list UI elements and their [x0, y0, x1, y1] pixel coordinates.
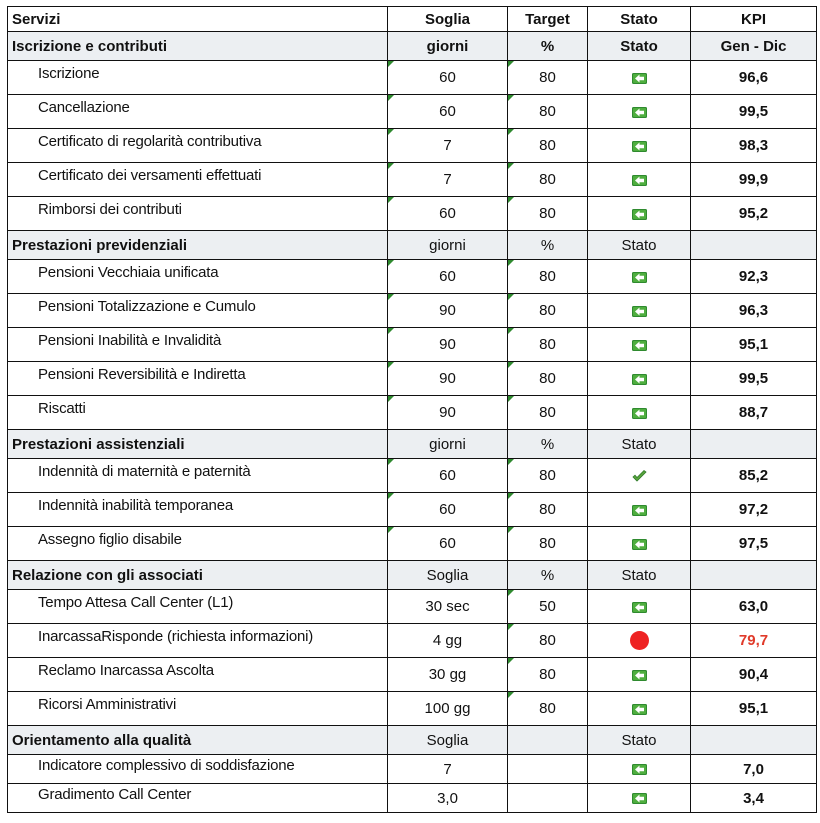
table-row [8, 163, 817, 197]
table-row [8, 624, 817, 658]
table-row [8, 658, 817, 692]
service-name [8, 493, 388, 527]
service-name [8, 590, 388, 624]
table-row [8, 590, 817, 624]
kpi-value: 98,3 [691, 129, 817, 163]
green-arrow-icon [631, 105, 648, 120]
kpi-table [7, 6, 817, 813]
kpi-value: 99,5 [691, 95, 817, 129]
table-row [8, 527, 817, 561]
stato-cell [588, 658, 691, 692]
kpi-value: 63,0 [691, 590, 817, 624]
soglia-value: 30 gg [388, 658, 508, 692]
table-row [8, 95, 817, 129]
green-arrow-icon [631, 270, 648, 285]
table-row [8, 396, 817, 430]
service-name-text: Riscatti [38, 400, 86, 417]
section-kpi-period: Gen - Dic [691, 32, 817, 61]
service-name-text: Pensioni Reversibilità e Indiretta [38, 366, 246, 383]
stato-cell [588, 328, 691, 362]
stato-cell [588, 493, 691, 527]
table-row [8, 197, 817, 231]
header-servizi: Servizi [8, 7, 388, 32]
kpi-value: 96,6 [691, 61, 817, 95]
service-name [8, 362, 388, 396]
header-row [8, 7, 817, 32]
soglia-value: 7 [388, 163, 508, 197]
target-value: 80 [508, 362, 588, 396]
stato-cell [588, 129, 691, 163]
section-kpi-period [691, 430, 817, 459]
table-row [8, 129, 817, 163]
stato-cell [588, 692, 691, 726]
service-name [8, 692, 388, 726]
kpi-value: 99,5 [691, 362, 817, 396]
soglia-value: 60 [388, 260, 508, 294]
target-value: 80 [508, 328, 588, 362]
service-name [8, 459, 388, 493]
table-row [8, 260, 817, 294]
stato-cell [588, 163, 691, 197]
target-value: 80 [508, 95, 588, 129]
section-title: Orientamento alla qualità [8, 726, 388, 755]
green-arrow-icon [631, 71, 648, 86]
section-target-unit [508, 726, 588, 755]
stato-cell [588, 95, 691, 129]
target-value: 50 [508, 590, 588, 624]
kpi-sheet [7, 6, 816, 819]
section-title: Prestazioni previdenziali [8, 231, 388, 260]
target-value: 80 [508, 624, 588, 658]
target-value: 80 [508, 294, 588, 328]
service-name-text: Pensioni Inabilità e Invalidità [38, 332, 222, 349]
stato-cell [588, 260, 691, 294]
kpi-value: 97,5 [691, 527, 817, 561]
target-value: 80 [508, 129, 588, 163]
section-title: Relazione con gli associati [8, 561, 388, 590]
target-value [508, 755, 588, 784]
green-arrow-icon [631, 537, 648, 552]
section-stato-label: Stato [588, 561, 691, 590]
soglia-value: 4 gg [388, 624, 508, 658]
section-kpi-period [691, 726, 817, 755]
kpi-value: 88,7 [691, 396, 817, 430]
service-name-text: Assegno figlio disabile [38, 531, 182, 548]
section-stato-label: Stato [588, 231, 691, 260]
target-value [508, 784, 588, 813]
section-title: Iscrizione e contributi [8, 32, 388, 61]
section-kpi-period [691, 561, 817, 590]
soglia-value: 60 [388, 493, 508, 527]
header-soglia: Soglia [388, 7, 508, 32]
target-value: 80 [508, 396, 588, 430]
service-name-text: Reclamo Inarcassa Ascolta [38, 662, 214, 679]
stato-cell [588, 197, 691, 231]
kpi-value: 92,3 [691, 260, 817, 294]
kpi-value: 95,2 [691, 197, 817, 231]
service-name-text: Certificato di regolarità contributiva [38, 133, 262, 150]
green-arrow-icon [631, 173, 648, 188]
green-arrow-icon [631, 207, 648, 222]
kpi-value: 79,7 [691, 624, 817, 658]
table-row [8, 493, 817, 527]
header-target: Target [508, 7, 588, 32]
service-name [8, 328, 388, 362]
service-name [8, 784, 388, 813]
section-kpi-period [691, 231, 817, 260]
target-value: 80 [508, 197, 588, 231]
soglia-value: 3,0 [388, 784, 508, 813]
target-value: 80 [508, 459, 588, 493]
service-name [8, 527, 388, 561]
stato-cell [588, 755, 691, 784]
green-arrow-icon [631, 762, 648, 777]
section-soglia-unit: giorni [388, 430, 508, 459]
green-arrow-icon [631, 668, 648, 683]
service-name [8, 129, 388, 163]
soglia-value: 7 [388, 755, 508, 784]
service-name [8, 197, 388, 231]
section-header-row [8, 726, 817, 755]
section-soglia-unit: giorni [388, 32, 508, 61]
section-target-unit: % [508, 32, 588, 61]
stato-cell [588, 362, 691, 396]
stato-cell [588, 624, 691, 658]
kpi-value: 95,1 [691, 328, 817, 362]
service-name-text: Pensioni Vecchiaia unificata [38, 264, 219, 281]
service-name-text: Tempo Attesa Call Center (L1) [38, 594, 234, 611]
service-name [8, 658, 388, 692]
green-arrow-icon [631, 372, 648, 387]
target-value: 80 [508, 260, 588, 294]
green-arrow-icon [631, 338, 648, 353]
soglia-value: 90 [388, 396, 508, 430]
soglia-value: 60 [388, 197, 508, 231]
service-name [8, 163, 388, 197]
service-name [8, 260, 388, 294]
green-arrow-icon [631, 503, 648, 518]
table-row [8, 692, 817, 726]
section-header-row [8, 561, 817, 590]
green-arrow-icon [631, 702, 648, 717]
section-target-unit: % [508, 231, 588, 260]
service-name [8, 61, 388, 95]
soglia-value: 60 [388, 61, 508, 95]
table-row [8, 784, 817, 813]
kpi-value: 90,4 [691, 658, 817, 692]
section-target-unit: % [508, 430, 588, 459]
service-name [8, 624, 388, 658]
service-name-text: Certificato dei versamenti effettuati [38, 167, 262, 184]
table-row [8, 61, 817, 95]
service-name-text: Pensioni Totalizzazione e Cumulo [38, 298, 256, 315]
section-stato-label: Stato [588, 32, 691, 61]
soglia-value: 90 [388, 362, 508, 396]
target-value: 80 [508, 493, 588, 527]
section-target-unit: % [508, 561, 588, 590]
kpi-value: 85,2 [691, 459, 817, 493]
section-soglia-unit: giorni [388, 231, 508, 260]
target-value: 80 [508, 692, 588, 726]
green-arrow-icon [631, 139, 648, 154]
service-name [8, 396, 388, 430]
soglia-value: 90 [388, 328, 508, 362]
service-name-text: InarcassaRisponde (richiesta informazioni) [38, 628, 314, 645]
section-header-row [8, 231, 817, 260]
section-stato-label: Stato [588, 726, 691, 755]
stato-cell [588, 396, 691, 430]
section-soglia-unit: Soglia [388, 561, 508, 590]
table-row [8, 294, 817, 328]
kpi-value: 97,2 [691, 493, 817, 527]
section-header-row [8, 430, 817, 459]
header-kpi: KPI [691, 7, 817, 32]
kpi-value: 7,0 [691, 755, 817, 784]
service-name-text: Indennità di maternità e paternità [38, 463, 251, 480]
service-name [8, 95, 388, 129]
soglia-value: 30 sec [388, 590, 508, 624]
table-row [8, 459, 817, 493]
green-arrow-icon [631, 406, 648, 421]
service-name [8, 755, 388, 784]
service-name-text: Iscrizione [38, 65, 100, 82]
table-row [8, 755, 817, 784]
stato-cell [588, 784, 691, 813]
target-value: 80 [508, 658, 588, 692]
table-row [8, 328, 817, 362]
service-name-text: Indennità inabilità temporanea [38, 497, 233, 514]
service-name-text: Ricorsi Amministrativi [38, 696, 177, 713]
stato-cell [588, 459, 691, 493]
section-soglia-unit: Soglia [388, 726, 508, 755]
soglia-value: 7 [388, 129, 508, 163]
kpi-value: 96,3 [691, 294, 817, 328]
service-name-text: Indicatore complessivo di soddisfazione [38, 756, 295, 774]
service-name-text: Gradimento Call Center [38, 785, 192, 803]
stato-cell [588, 61, 691, 95]
service-name-text: Cancellazione [38, 99, 130, 116]
soglia-value: 60 [388, 527, 508, 561]
section-title: Prestazioni assistenziali [8, 430, 388, 459]
kpi-value: 99,9 [691, 163, 817, 197]
soglia-value: 100 gg [388, 692, 508, 726]
target-value: 80 [508, 527, 588, 561]
soglia-value: 90 [388, 294, 508, 328]
service-name [8, 294, 388, 328]
green-arrow-icon [631, 600, 648, 615]
red-dot-icon [630, 631, 649, 650]
stato-cell [588, 590, 691, 624]
soglia-value: 60 [388, 95, 508, 129]
header-stato: Stato [588, 7, 691, 32]
table-row [8, 362, 817, 396]
stato-cell [588, 294, 691, 328]
green-arrow-icon [631, 791, 648, 806]
stato-cell [588, 527, 691, 561]
section-stato-label: Stato [588, 430, 691, 459]
target-value: 80 [508, 61, 588, 95]
soglia-value: 60 [388, 459, 508, 493]
target-value: 80 [508, 163, 588, 197]
kpi-value: 3,4 [691, 784, 817, 813]
green-check-icon [631, 469, 648, 484]
green-arrow-icon [631, 304, 648, 319]
service-name-text: Rimborsi dei contributi [38, 201, 182, 218]
section-header-row [8, 32, 817, 61]
kpi-value: 95,1 [691, 692, 817, 726]
